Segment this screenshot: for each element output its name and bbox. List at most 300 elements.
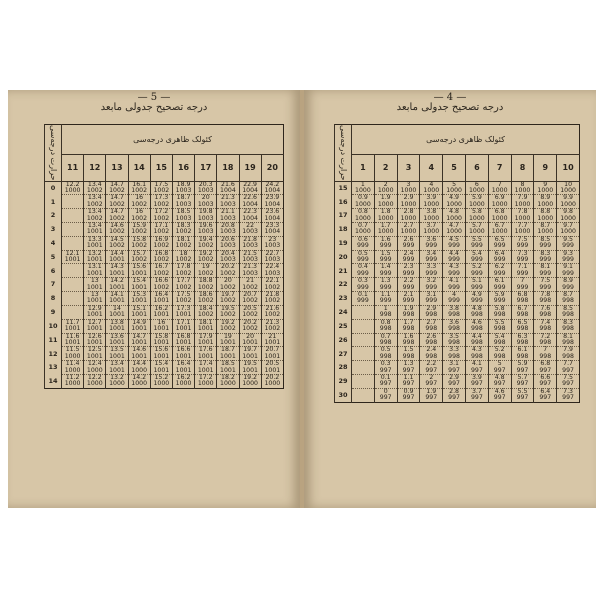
table-cell: 20.8 <box>217 223 239 230</box>
table-cell: 1001 <box>128 285 150 292</box>
table-cell: 5.4 <box>465 250 488 257</box>
table-cell: 1.7 <box>397 319 420 326</box>
table-row <box>335 395 580 402</box>
table-cell: 998 <box>420 354 443 361</box>
table-cell: 16.2 <box>150 305 172 312</box>
table-cell: 997 <box>397 368 420 375</box>
column-header: 10 <box>557 155 580 181</box>
table-cell: 8.7 <box>557 292 580 299</box>
table-cell: 18.6 <box>195 292 217 299</box>
row-degree: 7 <box>45 278 62 292</box>
column-header: 14 <box>128 155 150 181</box>
table-cell: 999 <box>511 257 534 264</box>
table-cell: 999 <box>488 285 511 292</box>
table-cell: 998 <box>511 326 534 333</box>
table-cell: 997 <box>397 395 420 402</box>
table-cell: 3.8 <box>420 209 443 216</box>
table-cell: 999 <box>443 298 466 305</box>
table-cell: 18.3 <box>172 223 194 230</box>
table-cell: 1002 <box>172 271 194 278</box>
table-cell: 3.2 <box>420 278 443 285</box>
table-cell: 997 <box>557 381 580 388</box>
table-cell: 1001 <box>172 340 194 347</box>
table-cell: 1002 <box>195 243 217 250</box>
column-header: 17 <box>195 155 217 181</box>
table-cell: 22.3 <box>239 209 261 216</box>
table-cell: 7.9 <box>557 347 580 354</box>
table-cell: 12.1 <box>62 250 84 257</box>
table-cell: 1002 <box>150 216 172 223</box>
table-cell: 1000 <box>465 229 488 236</box>
table-cell: 19.7 <box>217 292 239 299</box>
table-cell: 24.2 <box>261 181 283 188</box>
table-cell: 999 <box>488 298 511 305</box>
table-cell: 1001 <box>106 354 128 361</box>
table-cell: 5 <box>443 181 466 188</box>
table-cell: 997 <box>511 381 534 388</box>
table-cell: 1003 <box>239 257 261 264</box>
page-number: — 4 — <box>433 92 467 103</box>
table-cell: 1003 <box>195 229 217 236</box>
table-cell: 13.4 <box>84 181 106 188</box>
table-cell: 998 <box>420 312 443 319</box>
table-cell: 4.6 <box>488 388 511 395</box>
table-cell: 997 <box>557 368 580 375</box>
table-cell: 19.2 <box>195 250 217 257</box>
row-degree: 13 <box>45 361 62 375</box>
table-cell: 1002 <box>261 285 283 292</box>
table-cell: 1004 <box>217 188 239 195</box>
table-cell: 0.1 <box>374 374 397 381</box>
table-cell: 0.7 <box>374 333 397 340</box>
table-cell: 1001 <box>172 312 194 319</box>
table-cell: 1000 <box>488 188 511 195</box>
table-cell: 999 <box>397 271 420 278</box>
table-cell: 0.1 <box>352 292 375 299</box>
table-cell: 1 <box>352 181 375 188</box>
table-cell: 6.5 <box>488 236 511 243</box>
table-cell: 999 <box>488 257 511 264</box>
table-cell: 18.8 <box>195 278 217 285</box>
table-cell: 13.4 <box>84 209 106 216</box>
table-cell: 5.7 <box>511 374 534 381</box>
table-cell: 1002 <box>239 298 261 305</box>
table-cell: 3.8 <box>443 305 466 312</box>
table-cell: 8.9 <box>534 195 557 202</box>
table-cell: 15.6 <box>150 347 172 354</box>
table-cell: 1003 <box>239 243 261 250</box>
table-cell: 1003 <box>217 202 239 209</box>
table-cell: 1000 <box>511 216 534 223</box>
table-cell: 20.6 <box>217 236 239 243</box>
table-cell: 12.5 <box>84 347 106 354</box>
table-cell: 1000 <box>84 368 106 375</box>
right-page <box>304 90 596 508</box>
table-cell: 999 <box>420 257 443 264</box>
table-cell: 1.6 <box>374 236 397 243</box>
table-cell <box>352 312 375 319</box>
table-cell: 1000 <box>62 188 84 195</box>
table-cell: 1001 <box>195 354 217 361</box>
table-cell: 1003 <box>261 243 283 250</box>
table-cell: 998 <box>557 340 580 347</box>
table-cell: 997 <box>534 395 557 402</box>
table-cell: 999 <box>465 257 488 264</box>
table-cell: 999 <box>420 285 443 292</box>
table-cell: 1003 <box>261 271 283 278</box>
table-cell: 1000 <box>374 229 397 236</box>
table-cell: 1001 <box>62 340 84 347</box>
table-cell: 14.4 <box>128 361 150 368</box>
table-cell: 6.6 <box>534 374 557 381</box>
table-cell: 1004 <box>239 216 261 223</box>
table-cell: 1001 <box>128 271 150 278</box>
table-cell: 2 <box>374 181 397 188</box>
table-cell <box>62 229 84 236</box>
table-cell: 1004 <box>261 216 283 223</box>
table-cell <box>352 326 375 333</box>
table-cell: 997 <box>443 381 466 388</box>
table-cell: 1004 <box>261 202 283 209</box>
table-cell: 998 <box>534 354 557 361</box>
table-cell: 1000 <box>488 229 511 236</box>
table-cell: 7 <box>534 347 557 354</box>
table-cell: 1003 <box>195 216 217 223</box>
table-cell: 1001 <box>128 340 150 347</box>
table-cell: 1003 <box>195 202 217 209</box>
table-cell: 1002 <box>195 271 217 278</box>
table-cell: 1002 <box>239 312 261 319</box>
table-cell: 17.2 <box>150 209 172 216</box>
table-cell: 1001 <box>239 368 261 375</box>
column-header: 3 <box>397 155 420 181</box>
table-cell <box>62 236 84 243</box>
table-cell: 6.3 <box>511 333 534 340</box>
table-cell: 4 <box>443 292 466 299</box>
table-cell: 15.3 <box>128 292 150 299</box>
table-cell: 1001 <box>217 368 239 375</box>
table-cell: 1000 <box>352 202 375 209</box>
table-cell: 1002 <box>84 188 106 195</box>
table-cell: 999 <box>443 271 466 278</box>
table-cell: 997 <box>465 381 488 388</box>
table-cell: 7.8 <box>511 209 534 216</box>
table-cell: 12.2 <box>62 181 84 188</box>
table-cell: 1001 <box>84 340 106 347</box>
table-cell: 1001 <box>106 326 128 333</box>
table-cell: 1001 <box>261 368 283 375</box>
table-cell: 1002 <box>128 257 150 264</box>
table-cell: 19.6 <box>195 223 217 230</box>
table-cell: 4.3 <box>443 264 466 271</box>
table-cell: 3.5 <box>443 333 466 340</box>
table-cell: 11.5 <box>62 347 84 354</box>
table-cell: 997 <box>420 368 443 375</box>
table-cell: 7.5 <box>557 374 580 381</box>
table-cell: 998 <box>557 312 580 319</box>
table-cell: 1001 <box>106 340 128 347</box>
table-cell: 998 <box>557 354 580 361</box>
correction-table <box>44 124 284 389</box>
table-cell: 999 <box>397 257 420 264</box>
table-cell: 1000 <box>511 188 534 195</box>
table-cell <box>62 195 84 202</box>
table-cell: 14.4 <box>106 250 128 257</box>
table-cell: 1000 <box>239 381 261 388</box>
table-cell: 5 <box>488 361 511 368</box>
table-cell: 0.8 <box>352 209 375 216</box>
row-degree: 2 <box>45 209 62 223</box>
table-cell <box>352 347 375 354</box>
table-cell: 6 <box>465 181 488 188</box>
table-cell: 997 <box>397 381 420 388</box>
table-cell: 1.3 <box>397 361 420 368</box>
table-cell: 1000 <box>397 188 420 195</box>
table-cell: 4.9 <box>443 195 466 202</box>
table-cell: 1002 <box>217 298 239 305</box>
open-book <box>8 90 596 508</box>
table-cell: 2.4 <box>397 250 420 257</box>
table-cell: 9.8 <box>557 209 580 216</box>
table-cell: 4.4 <box>443 250 466 257</box>
table-cell: 1000 <box>534 202 557 209</box>
table-cell: 1001 <box>128 326 150 333</box>
table-cell <box>352 319 375 326</box>
table-cell: 998 <box>511 354 534 361</box>
table-cell: 7.2 <box>534 333 557 340</box>
table-cell: 15.1 <box>128 305 150 312</box>
table-cell: 20.2 <box>217 264 239 271</box>
table-cell: 997 <box>465 395 488 402</box>
table-cell: 20.3 <box>195 181 217 188</box>
table-cell: 0.9 <box>352 195 375 202</box>
table-cell: 997 <box>557 395 580 402</box>
table-cell: 999 <box>443 257 466 264</box>
table-cell: 999 <box>557 285 580 292</box>
table-cell: 13.3 <box>84 236 106 243</box>
table-cell: 1001 <box>150 326 172 333</box>
row-degree: 9 <box>45 305 62 319</box>
table-cell: 1001 <box>106 271 128 278</box>
table-cell <box>62 305 84 312</box>
table-cell: 22.7 <box>261 250 283 257</box>
table-cell: 998 <box>465 354 488 361</box>
table-cell: 16.1 <box>128 181 150 188</box>
table-cell: 20 <box>217 278 239 285</box>
table-cell: 1003 <box>217 216 239 223</box>
table-cell: 998 <box>443 354 466 361</box>
table-cell: 17.8 <box>172 264 194 271</box>
table-cell: 1003 <box>195 188 217 195</box>
table-cell: 1001 <box>106 298 128 305</box>
table-cell: 8.5 <box>557 305 580 312</box>
table-cell: 16 <box>128 209 150 216</box>
table-cell: 21.3 <box>261 319 283 326</box>
table-cell: 7.3 <box>511 250 534 257</box>
table-cell: 18.1 <box>172 236 194 243</box>
left-page <box>8 90 300 508</box>
table-cell: 999 <box>420 243 443 250</box>
table-cell: 998 <box>374 354 397 361</box>
table-cell: 5.9 <box>465 195 488 202</box>
table-cell: 1002 <box>106 188 128 195</box>
table-cell: 1002 <box>84 216 106 223</box>
row-degree: 16 <box>335 195 352 209</box>
table-cell: 3 <box>397 181 420 188</box>
table-cell: 1000 <box>397 202 420 209</box>
table-cell: 20 <box>195 195 217 202</box>
table-cell: 1000 <box>465 202 488 209</box>
table-cell: 4.5 <box>443 236 466 243</box>
table-cell: 19.5 <box>239 361 261 368</box>
table-cell: 11.4 <box>62 361 84 368</box>
table-cell: 6.8 <box>534 361 557 368</box>
table-cell: 4.4 <box>465 333 488 340</box>
table-cell: 2.8 <box>443 388 466 395</box>
table-cell: 19.4 <box>195 236 217 243</box>
table-cell: 13.1 <box>84 264 106 271</box>
table-cell: 1001 <box>84 257 106 264</box>
table-cell: 1000 <box>195 381 217 388</box>
table-cell: 1001 <box>172 326 194 333</box>
table-cell: 1003 <box>239 271 261 278</box>
table-cell: 1003 <box>217 229 239 236</box>
table-cell: 23.9 <box>261 195 283 202</box>
table-cell: 4.8 <box>488 374 511 381</box>
row-degree: 27 <box>335 347 352 361</box>
column-header: 15 <box>150 155 172 181</box>
table-cell <box>62 298 84 305</box>
table-cell: 998 <box>511 298 534 305</box>
table-cell: 1003 <box>217 243 239 250</box>
table-cell: 11.7 <box>62 319 84 326</box>
table-cell: 1001 <box>128 354 150 361</box>
table-cell: 5.8 <box>488 305 511 312</box>
table-cell: 997 <box>420 395 443 402</box>
table-cell: 1000 <box>62 381 84 388</box>
table-cell: 998 <box>374 312 397 319</box>
table-cell: 7.1 <box>511 264 534 271</box>
row-degree: 18 <box>335 223 352 237</box>
table-cell: 1002 <box>239 326 261 333</box>
table-cell: 14.5 <box>106 236 128 243</box>
table-cell: 6.5 <box>511 319 534 326</box>
table-cell: 13.2 <box>84 250 106 257</box>
table-cell: 2.7 <box>397 223 420 230</box>
table-cell: 1002 <box>172 298 194 305</box>
table-cell: 1002 <box>172 229 194 236</box>
table-cell: 999 <box>465 243 488 250</box>
table-cell: 5.8 <box>465 209 488 216</box>
table-cell: 4.7 <box>443 223 466 230</box>
table-cell: 9.5 <box>557 236 580 243</box>
table-cell: 15.4 <box>128 278 150 285</box>
table-cell: 1002 <box>106 243 128 250</box>
table-cell: 1000 <box>443 202 466 209</box>
table-cell: 998 <box>557 298 580 305</box>
table-cell <box>62 264 84 271</box>
table-cell: 18.9 <box>172 181 194 188</box>
table-cell: 12.4 <box>84 361 106 368</box>
table-cell: 8 <box>511 181 534 188</box>
table-cell: 998 <box>397 312 420 319</box>
table-cell: 999 <box>420 271 443 278</box>
row-degree: 19 <box>335 236 352 250</box>
table-cell: 997 <box>534 368 557 375</box>
page-number: — 5 — <box>137 92 171 103</box>
table-cell: 998 <box>397 340 420 347</box>
table-cell: 1.6 <box>397 333 420 340</box>
table-cell: 4.9 <box>465 292 488 299</box>
table-cell: 23 <box>261 236 283 243</box>
table-cell: 1.1 <box>374 292 397 299</box>
row-degree: 24 <box>335 305 352 319</box>
table-cell: 4.1 <box>443 278 466 285</box>
table-cell: 13.6 <box>106 333 128 340</box>
table-cell: 1000 <box>420 202 443 209</box>
table-cell: 17.1 <box>150 223 172 230</box>
table-cell: 1000 <box>557 229 580 236</box>
table-cell: 1000 <box>172 381 194 388</box>
table-cell: 1002 <box>150 257 172 264</box>
table-cell: 9.3 <box>557 250 580 257</box>
table-cell: 5.2 <box>488 347 511 354</box>
table-cell: 999 <box>443 243 466 250</box>
table-cell: 1001 <box>239 354 261 361</box>
table-cell: 998 <box>488 312 511 319</box>
table-cell: 1001 <box>217 354 239 361</box>
table-cell: 19 <box>217 333 239 340</box>
table-cell: 1000 <box>465 216 488 223</box>
table-cell: 2.9 <box>443 374 466 381</box>
table-cell: 13.5 <box>106 347 128 354</box>
table-cell: 12.6 <box>84 333 106 340</box>
table-cell: 22.9 <box>239 181 261 188</box>
table-cell: 1001 <box>195 368 217 375</box>
table-cell: 7.6 <box>534 305 557 312</box>
table-cell: 16.6 <box>150 278 172 285</box>
row-degree: 29 <box>335 374 352 388</box>
table-cell: 998 <box>374 340 397 347</box>
table-caption: کئولک ظاهری درجه‌سی <box>352 125 580 155</box>
table-cell: 999 <box>374 285 397 292</box>
table-cell: 15.9 <box>128 223 150 230</box>
table-cell: 9 <box>534 181 557 188</box>
table-cell: 4.6 <box>465 319 488 326</box>
column-header: 16 <box>172 155 194 181</box>
table-cell: 2.7 <box>420 319 443 326</box>
table-cell: 17.1 <box>172 319 194 326</box>
table-cell: 1002 <box>84 202 106 209</box>
table-cell: 2.8 <box>397 209 420 216</box>
table-cell: 999 <box>352 298 375 305</box>
table-cell: 1001 <box>62 326 84 333</box>
table-cell: 1003 <box>172 216 194 223</box>
table-cell: 5.5 <box>511 388 534 395</box>
table-cell: 8.8 <box>534 209 557 216</box>
table-cell: 999 <box>352 285 375 292</box>
table-cell: 999 <box>397 285 420 292</box>
table-cell: 2.3 <box>397 264 420 271</box>
table-cell: 21.8 <box>239 236 261 243</box>
table-cell: 7.5 <box>511 236 534 243</box>
table-cell: 6.9 <box>488 195 511 202</box>
table-cell: 1001 <box>84 354 106 361</box>
table-cell: 11.6 <box>62 333 84 340</box>
table-cell: 22 <box>239 223 261 230</box>
table-cell: 2.4 <box>420 347 443 354</box>
table-cell: 23.3 <box>261 223 283 230</box>
